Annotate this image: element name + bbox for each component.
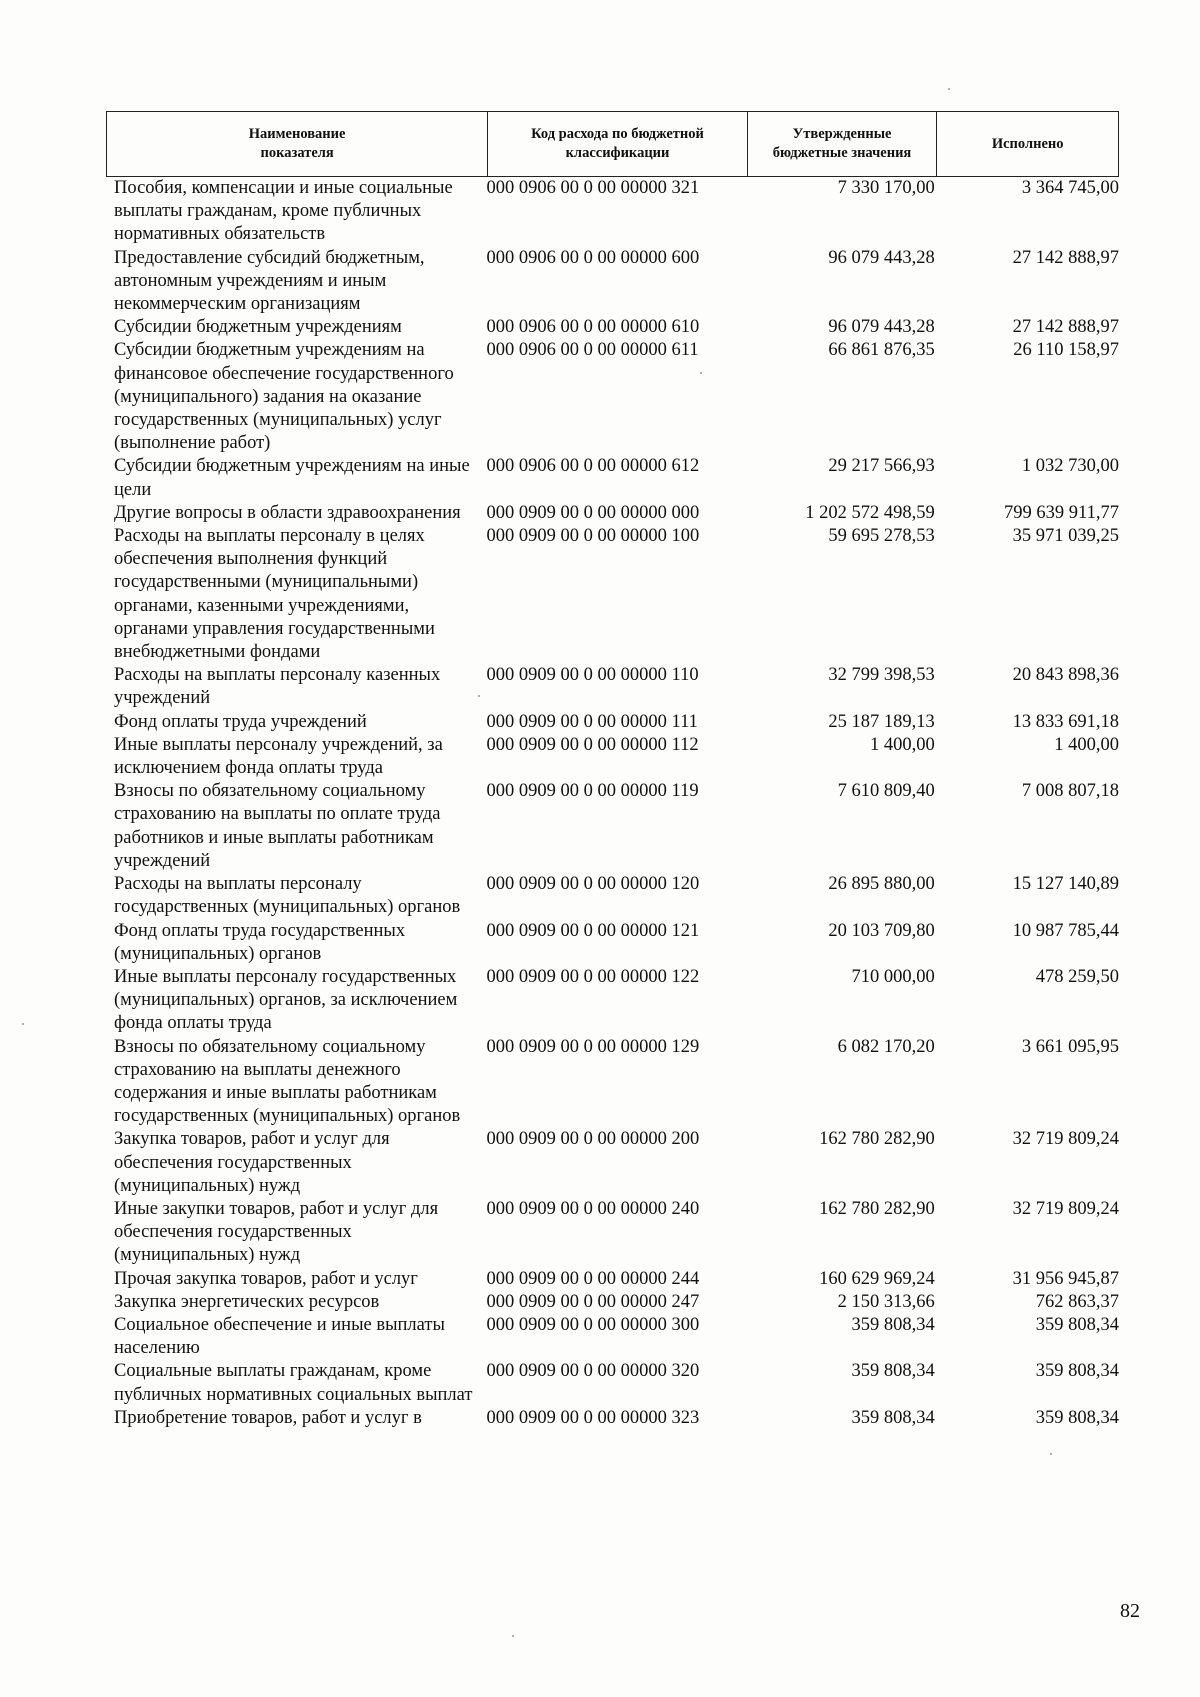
row-executed: 1 032 730,00 bbox=[1021, 456, 1119, 477]
row-code: 000 0906 00 0 00 00000 611 bbox=[486, 340, 699, 361]
row-name: Взносы по обязательному социальному страхованию на выплаты по оплате труда работников и иные выплаты работникам учреждений bbox=[114, 781, 441, 871]
row-code: 000 0906 00 0 00 00000 600 bbox=[486, 247, 700, 268]
table-row bbox=[106, 1360, 1119, 1406]
row-executed: 359 808,34 bbox=[1035, 1361, 1119, 1382]
row-code: 000 0909 00 0 00 00000 244 bbox=[486, 1268, 700, 1289]
row-planned: 162 780 282,90 bbox=[819, 1129, 935, 1150]
row-planned: 96 079 443,28 bbox=[828, 247, 935, 268]
row-name: Приобретение товаров, работ и услуг в bbox=[114, 1407, 422, 1428]
table-row bbox=[106, 734, 1119, 780]
table-row bbox=[106, 920, 1119, 966]
table-row bbox=[106, 780, 1119, 873]
row-executed: 27 142 888,97 bbox=[1012, 247, 1119, 268]
row-executed: 15 127 140,89 bbox=[1012, 874, 1119, 895]
table-row bbox=[106, 1198, 1119, 1268]
row-code: 000 0909 00 0 00 00000 247 bbox=[486, 1291, 700, 1312]
table-row bbox=[106, 177, 1119, 247]
row-planned: 1 202 572 498,59 bbox=[805, 502, 935, 523]
row-code: 000 0906 00 0 00 00000 612 bbox=[486, 456, 700, 477]
table-row bbox=[106, 339, 1119, 455]
row-planned: 7 330 170,00 bbox=[837, 178, 935, 198]
row-executed: 35 971 039,25 bbox=[1012, 526, 1119, 547]
row-executed: 3 661 095,95 bbox=[1021, 1036, 1119, 1057]
row-name: Расходы на выплаты персоналу в целях обеспечения выполнения функций государственными (муниципальными) органами, казенными учреждениями, органами управления государственными внебюджетными фондами bbox=[114, 526, 435, 663]
row-planned: 6 082 170,20 bbox=[837, 1036, 935, 1057]
row-code: 000 0909 00 0 00 00000 111 bbox=[486, 711, 698, 732]
table-row bbox=[106, 966, 1119, 1036]
table-row bbox=[106, 1407, 1119, 1430]
row-name: Пособия, компенсации и иные социальные выплаты гражданам, кроме публичных нормативных обязательств bbox=[114, 178, 453, 245]
row-executed: 359 808,34 bbox=[1035, 1314, 1119, 1335]
row-code: 000 0906 00 0 00 00000 321 bbox=[486, 178, 700, 198]
row-name: Фонд оплаты труда учреждений bbox=[114, 711, 367, 732]
row-name: Прочая закупка товаров, работ и услуг bbox=[114, 1268, 418, 1289]
row-executed: 26 110 158,97 bbox=[1013, 340, 1119, 361]
table-row bbox=[106, 316, 1119, 339]
table-row bbox=[106, 247, 1119, 317]
row-planned: 359 808,34 bbox=[851, 1361, 935, 1382]
table-row bbox=[106, 711, 1119, 734]
row-planned: 710 000,00 bbox=[851, 966, 935, 987]
row-planned: 59 695 278,53 bbox=[828, 526, 935, 547]
row-name: Субсидии бюджетным учреждениям на иные цели bbox=[114, 456, 470, 500]
row-planned: 7 610 809,40 bbox=[837, 781, 935, 802]
header-executed: Исполнено bbox=[991, 135, 1064, 152]
row-executed: 359 808,34 bbox=[1035, 1407, 1119, 1428]
row-name: Расходы на выплаты персоналу казенных учреждений bbox=[114, 665, 441, 709]
row-code: 000 0906 00 0 00 00000 610 bbox=[486, 317, 700, 338]
row-name: Иные выплаты персоналу учреждений, за исключением фонда оплаты труда bbox=[114, 734, 443, 779]
table-row bbox=[106, 455, 1119, 501]
scan-speck bbox=[1050, 1453, 1052, 1455]
row-name: Другие вопросы в области здравоохранения bbox=[114, 502, 461, 523]
row-executed: 7 008 807,18 bbox=[1021, 781, 1119, 802]
row-code: 000 0909 00 0 00 00000 320 bbox=[486, 1361, 700, 1382]
table-header bbox=[106, 111, 1119, 177]
row-name: Фонд оплаты труда государственных (муниципальных) органов bbox=[114, 920, 406, 964]
page-number: 82 bbox=[1120, 1600, 1140, 1622]
row-planned: 29 217 566,93 bbox=[828, 456, 935, 477]
table-row bbox=[106, 1036, 1119, 1129]
row-name: Социальные выплаты гражданам, кроме публичных нормативных социальных выплат bbox=[114, 1361, 473, 1405]
scan-speck bbox=[478, 695, 480, 697]
table-row bbox=[106, 873, 1119, 919]
row-name: Закупка товаров, работ и услуг для обеспечения государственных (муниципальных) нужд bbox=[114, 1129, 390, 1196]
row-code: 000 0909 00 0 00 00000 300 bbox=[486, 1314, 700, 1335]
row-planned: 26 895 880,00 bbox=[828, 874, 935, 895]
row-planned: 32 799 398,53 bbox=[828, 665, 935, 686]
header-name: Наименование показателя bbox=[107, 112, 488, 176]
row-code: 000 0909 00 0 00 00000 240 bbox=[486, 1198, 700, 1219]
row-executed: 31 956 945,87 bbox=[1012, 1268, 1119, 1289]
row-executed: 32 719 809,24 bbox=[1012, 1198, 1119, 1219]
row-planned: 66 861 876,35 bbox=[828, 340, 935, 361]
row-code: 000 0909 00 0 00 00000 120 bbox=[486, 874, 700, 895]
row-executed: 32 719 809,24 bbox=[1012, 1129, 1119, 1150]
table-body bbox=[106, 177, 1119, 1430]
row-code: 000 0909 00 0 00 00000 112 bbox=[486, 734, 699, 755]
table-row bbox=[106, 502, 1119, 525]
row-executed: 10 987 785,44 bbox=[1012, 920, 1119, 941]
row-executed: 3 364 745,00 bbox=[1021, 178, 1119, 198]
row-executed: 20 843 898,36 bbox=[1012, 665, 1119, 686]
row-planned: 1 400,00 bbox=[869, 734, 935, 755]
scan-speck bbox=[22, 1023, 24, 1025]
row-name: Иные закупки товаров, работ и услуг для обеспечения государственных (муниципальных) нужд bbox=[114, 1198, 439, 1266]
row-name: Субсидии бюджетным учреждениям bbox=[114, 317, 402, 338]
row-code: 000 0909 00 0 00 00000 200 bbox=[486, 1129, 700, 1150]
row-executed: 799 639 911,77 bbox=[1004, 502, 1119, 523]
row-name: Предоставление субсидий бюджетным, автономным учреждениям и иным некоммерческим организациям bbox=[114, 247, 425, 315]
row-code: 000 0909 00 0 00 00000 121 bbox=[486, 920, 700, 941]
row-name: Социальное обеспечение и иные выплаты населению bbox=[114, 1314, 445, 1359]
scan-speck bbox=[948, 88, 950, 90]
header-code: Код расхода по бюджетной классификации bbox=[488, 112, 747, 176]
row-code: 000 0909 00 0 00 00000 119 bbox=[486, 781, 699, 802]
table-row bbox=[106, 525, 1119, 664]
row-executed: 478 259,50 bbox=[1035, 966, 1119, 987]
row-code: 000 0909 00 0 00 00000 122 bbox=[486, 966, 700, 987]
row-executed: 27 142 888,97 bbox=[1012, 317, 1119, 338]
table-row bbox=[106, 1291, 1119, 1314]
row-code: 000 0909 00 0 00 00000 000 bbox=[486, 502, 700, 523]
row-executed: 1 400,00 bbox=[1054, 734, 1119, 755]
row-name: Расходы на выплаты персоналу государственных (муниципальных) органов bbox=[114, 874, 461, 918]
row-code: 000 0909 00 0 00 00000 110 bbox=[486, 665, 699, 686]
row-code: 000 0909 00 0 00 00000 100 bbox=[486, 526, 700, 547]
row-executed: 762 863,37 bbox=[1035, 1291, 1119, 1312]
scan-speck bbox=[700, 372, 702, 374]
table-row bbox=[106, 664, 1119, 710]
row-executed: 13 833 691,18 bbox=[1012, 711, 1119, 732]
table-row bbox=[106, 1128, 1119, 1198]
row-planned: 359 808,34 bbox=[851, 1314, 935, 1335]
table-row bbox=[106, 1314, 1119, 1360]
row-planned: 20 103 709,80 bbox=[828, 920, 935, 941]
header-planned: Утвержденные бюджетные значения bbox=[748, 112, 938, 176]
row-name: Иные выплаты персоналу государственных (муниципальных) органов, за исключением фонда оплаты труда bbox=[114, 966, 458, 1034]
table-row bbox=[106, 1268, 1119, 1291]
row-code: 000 0909 00 0 00 00000 129 bbox=[486, 1036, 700, 1057]
row-name: Закупка энергетических ресурсов bbox=[114, 1291, 380, 1312]
row-name: Субсидии бюджетным учреждениям на финансовое обеспечение государственного (муниципального) задания на оказание государственных (муниципальных) услуг (выполнение работ) bbox=[114, 340, 454, 454]
row-planned: 160 629 969,24 bbox=[819, 1268, 935, 1289]
row-planned: 359 808,34 bbox=[851, 1407, 935, 1428]
row-planned: 162 780 282,90 bbox=[819, 1198, 935, 1219]
row-name: Взносы по обязательному социальному страхованию на выплаты денежного содержания и иные выплаты работникам государственных (муниципальных) органов bbox=[114, 1036, 461, 1127]
row-code: 000 0909 00 0 00 00000 323 bbox=[486, 1407, 700, 1428]
row-planned: 2 150 313,66 bbox=[837, 1291, 935, 1312]
row-planned: 96 079 443,28 bbox=[828, 317, 935, 338]
row-planned: 25 187 189,13 bbox=[828, 711, 935, 732]
scan-speck bbox=[512, 1635, 514, 1637]
